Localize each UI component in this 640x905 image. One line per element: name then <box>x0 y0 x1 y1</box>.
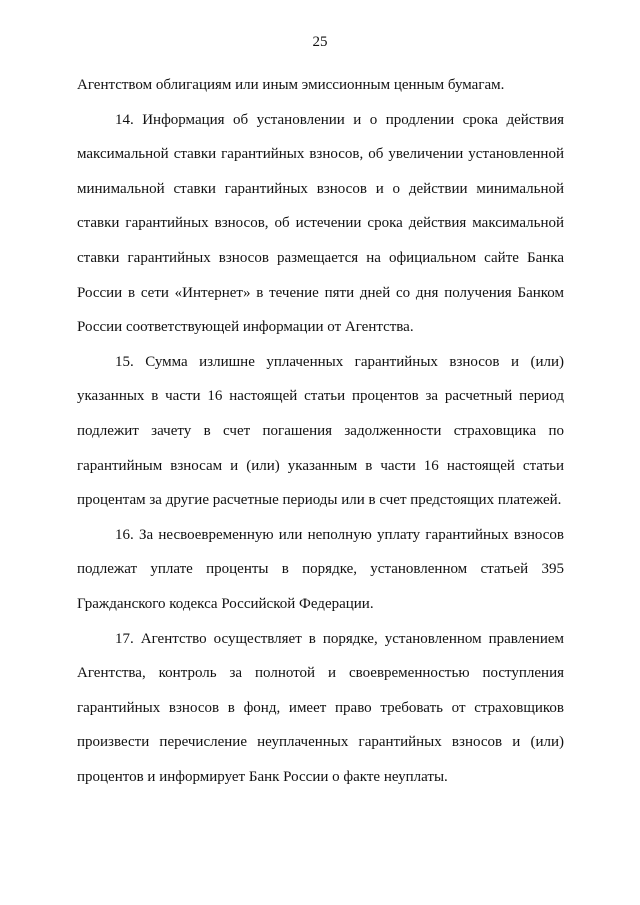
text-line: Агентством облигациям или иным эмиссионным ценным бумагам. <box>77 77 505 93</box>
paragraph-continuation <box>77 68 564 103</box>
paragraph-14 <box>77 103 564 345</box>
text-line: произвести перечисление неуплаченных гарантийных взносов и (или) <box>77 734 564 751</box>
paragraph-15 <box>77 345 564 518</box>
text-line: 14. Информация об установлении и о продлении срока действия <box>115 111 564 128</box>
text-line: минимальной ставки гарантийных взносов и о действии минимальной <box>77 180 564 197</box>
text-line: ставки гарантийных взносов, об истечении срока действия максимальной <box>77 215 564 232</box>
document-body <box>77 68 564 794</box>
paragraph-16 <box>77 518 564 622</box>
text-line: Агентства, контроль за полнотой и своевременностью поступления <box>77 665 564 682</box>
text-line: подлежат уплате проценты в порядке, установленном статьей 395 <box>77 561 564 578</box>
text-line: России соответствующей информации от Агентства. <box>77 319 414 336</box>
text-line: ставки гарантийных взносов размещается на официальном сайте Банка <box>77 249 564 266</box>
text-line: процентам за другие расчетные периоды или в счет предстоящих платежей. <box>77 492 562 509</box>
text-line: 16. За несвоевременную или неполную уплату гарантийных взносов <box>115 526 564 543</box>
text-line: указанных в части 16 настоящей статьи процентов за расчетный период <box>77 388 564 405</box>
text-line: 17. Агентство осуществляет в порядке, установленном правлением <box>115 630 564 647</box>
text-line: гарантийным взносам и (или) указанным в части 16 настоящей статьи <box>77 457 564 474</box>
text-line: гарантийных взносов в фонд, имеет право требовать от страховщиков <box>77 699 564 716</box>
text-line: России в сети «Интернет» в течение пяти дней со дня получения Банком <box>77 284 564 301</box>
paragraph-17 <box>77 622 564 795</box>
text-line: максимальной ставки гарантийных взносов, об увеличении установленной <box>77 146 564 163</box>
text-line: 15. Сумма излишне уплаченных гарантийных взносов и (или) <box>115 353 564 370</box>
page-number: 25 <box>312 34 328 50</box>
text-line: подлежит зачету в счет погашения задолженности страховщика по <box>77 422 564 439</box>
text-line: процентов и информирует Банк России о факте неуплаты. <box>77 768 448 785</box>
text-line: Гражданского кодекса Российской Федерации. <box>77 595 374 612</box>
